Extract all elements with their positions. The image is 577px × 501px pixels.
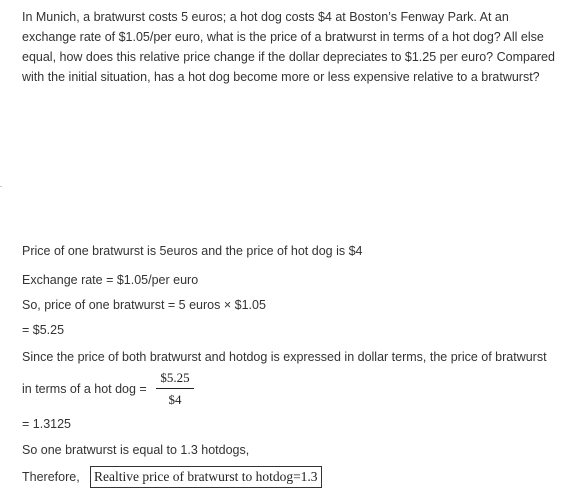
fraction-denominator: $4	[168, 392, 182, 407]
boxed-final-answer: Realtive price of bratwurst to hotdog=1.3	[90, 466, 322, 488]
margin-mark	[0, 186, 2, 187]
price-fraction	[155, 370, 195, 408]
answer-line-ratio-result: = 1.3125	[22, 417, 72, 431]
answer-line-hotdog-equivalent: So one bratwurst is equal to 1.3 hotdogs,	[22, 443, 250, 457]
answer-line-bratwurst-dollar-price: So, price of one bratwurst = 5 euros × $1.05	[22, 298, 266, 312]
question-text: In Munich, a bratwurst costs 5 euros; a hot dog costs $4 at Boston’s Fenway Park. At an exchange rate of $1.05/per euro, what is the price of a bratwurst in terms of a hot dog? All else equal, how does this relative price change if the dollar depreciates to $1.25 per euro? Compared with the initial situation, has a hot dog become more or less expensive relative to a bratwurst?	[22, 10, 555, 84]
answer-line-explanation: Since the price of both bratwurst and hotdog is expressed in dollar terms, the price of bratwurst	[22, 350, 547, 364]
answer-line-dollar-result: = $5.25	[22, 323, 65, 337]
answer-line-exchange-rate: Exchange rate = $1.05/per euro	[22, 273, 199, 287]
answer-line-prices: Price of one bratwurst is 5euros and the price of hot dog is $4	[22, 244, 363, 258]
fraction-numerator: $5.25	[160, 370, 190, 385]
fraction-label: in terms of a hot dog =	[22, 382, 147, 396]
therefore-label: Therefore,	[22, 470, 80, 484]
